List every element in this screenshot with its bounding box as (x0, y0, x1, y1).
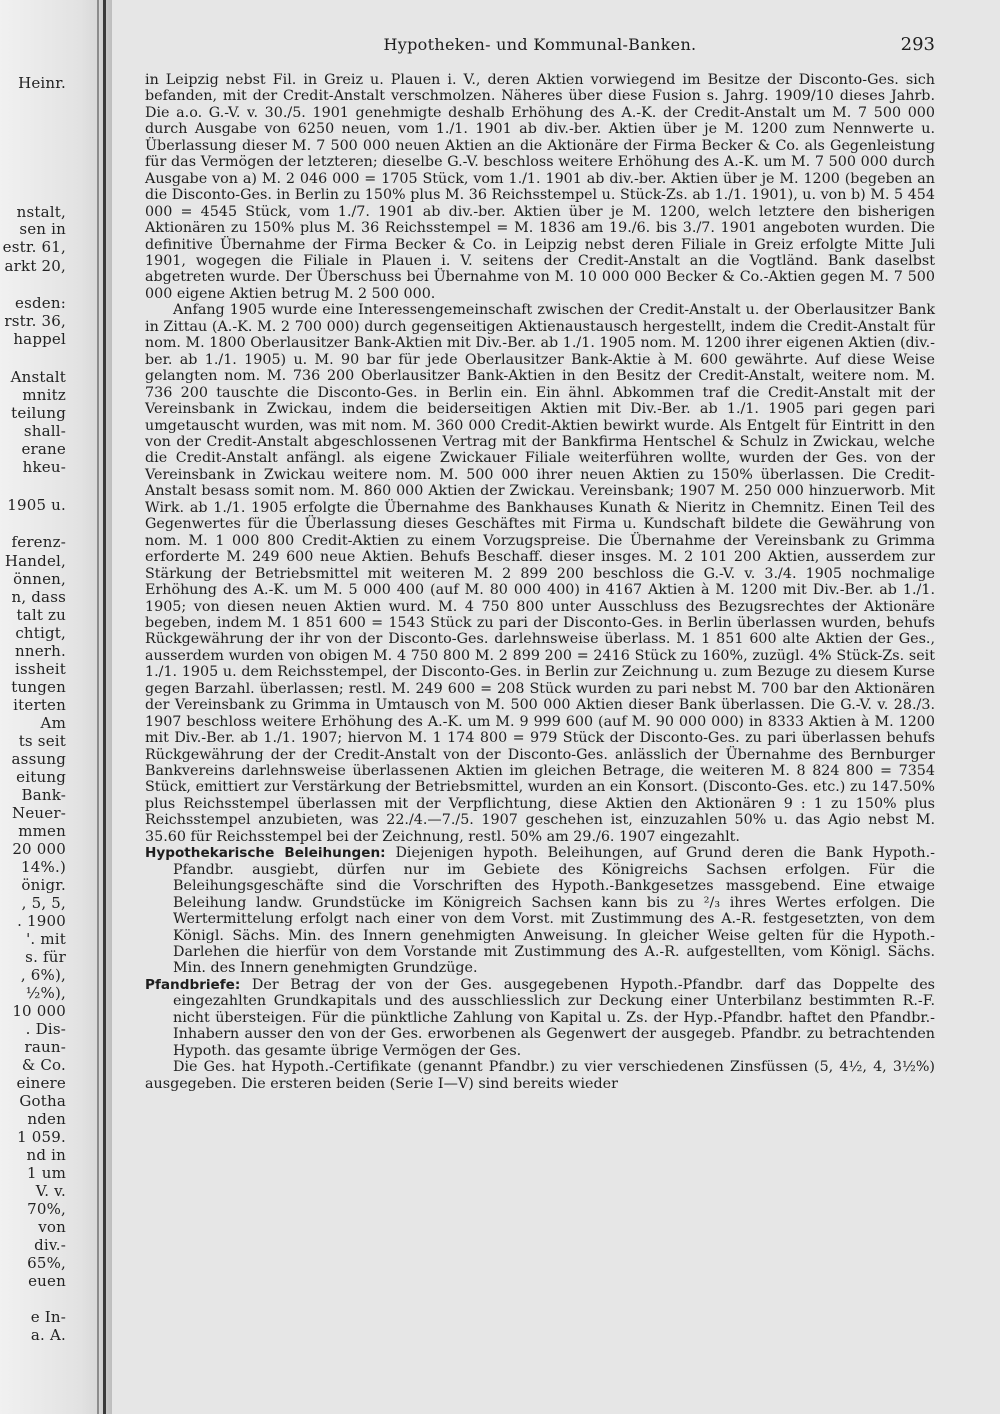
left-fragment: div.- (34, 1236, 66, 1254)
left-fragment: nstalt, (16, 203, 66, 221)
left-fragment: mmen (18, 822, 66, 840)
left-fragment: von (38, 1218, 66, 1236)
left-fragment: 1905 u. (7, 496, 66, 514)
left-fragment: Anstalt (10, 368, 66, 386)
left-fragment: Handel, (4, 552, 66, 570)
left-fragment: nd in (26, 1146, 66, 1164)
left-fragment: . 1900 (17, 912, 66, 930)
left-fragment: önnen, (13, 570, 66, 588)
left-fragment: happel (13, 330, 66, 348)
left-fragment: mnitz (22, 386, 66, 404)
left-fragment: Neuer- (12, 804, 66, 822)
section-text-hypothekarische-beleihungen: Diejenigen hypoth. Beleihungen, auf Grund deren die Bank Hypoth.-Pfandbr. ausgiebt, dürfen nur im Gebiete des Königreichs Sachsen erfolgen. Für die Beleihungsgeschäfte sind die Vorschriften des Hypoth.-Bankgesetzes massgebend. Eine etwaige Beleihung landw. Grundstücke im Königreich Sachsen kann bis zu ²/₃ ihres Wertes erfolgen. Die Wertermittelung erfolgt nach einer von dem Vorst. mit Zustimmung des A.-R. festgesetzten, von dem Königl. Sächs. Min. des Innern genehmigten Anweisung. In gleicher Weise gelten für die Hypoth.-Darlehen die hierfür von dem Vorstande mit Zustimmung des A.-R. aufgestellten, vom Königl. Sächs. Min. des Innern genehmigten Grundzüge. (173, 845, 936, 977)
left-fragment: n, dass (11, 588, 66, 606)
left-fragment: ferenz- (11, 533, 66, 551)
left-fragment: nnerh. (15, 642, 66, 660)
left-fragment: assung (11, 750, 66, 768)
left-fragment: e In- (30, 1308, 66, 1326)
left-fragment: 20 000 (12, 840, 66, 858)
left-fragment: önigr. (21, 876, 66, 894)
left-fragment: esden: (15, 294, 66, 312)
previous-page-column (0, 0, 96, 1414)
body-text (145, 72, 935, 1092)
left-fragment: erane (21, 440, 66, 458)
left-fragment: & Co. (21, 1056, 66, 1074)
left-fragment: ½%), (25, 984, 66, 1002)
left-fragment: hkeu- (22, 458, 66, 476)
left-fragment: einere (16, 1074, 66, 1092)
left-fragment: raun- (24, 1038, 66, 1056)
left-fragment: eitung (16, 768, 66, 786)
left-fragment: tungen (11, 678, 66, 696)
section-label-pfandbriefe: Pfandbriefe: (145, 976, 241, 993)
paragraph-certifikate: Die Ges. hat Hypoth.-Certifikate (genannt Pfandbr.) zu vier verschiedenen Zinsfüssen (5, 4½, 4, 3½%) ausgegeben. Die ersteren beiden (Serie I—V) sind bereits wieder (145, 1059, 935, 1092)
left-fragment: V. v. (35, 1182, 66, 1200)
left-fragment: sen in (19, 220, 66, 238)
left-fragment: 10 000 (12, 1002, 66, 1020)
left-fragment: 1 059. (17, 1128, 66, 1146)
left-fragment: s. für (25, 948, 66, 966)
left-fragment: 1 um (27, 1164, 66, 1182)
left-fragment: arkt 20, (4, 257, 66, 275)
page-number: 293 (900, 34, 935, 55)
left-fragment: shall- (23, 422, 66, 440)
left-fragment: issheit (15, 660, 66, 678)
left-fragment: 65%, (27, 1254, 66, 1272)
left-fragment: '. mit (26, 930, 66, 948)
left-fragment: talt zu (16, 606, 66, 624)
left-fragment: a. A. (30, 1326, 66, 1344)
left-fragment: , 5, 5, (21, 894, 66, 912)
left-fragment: , 6%), (20, 966, 66, 984)
left-fragment: 14%.) (21, 858, 66, 876)
running-title: Hypotheken- und Kommunal-Banken. (383, 35, 697, 54)
paragraph-interessengemeinschaft: Anfang 1905 wurde eine Interessengemeinschaft zwischen der Credit-Anstalt u. der Oberlausitzer Bank in Zittau (A.-K. M. 2 700 000) durch gegenseitigen Aktienaustausch hergestellt, indem die Credit-Anstalt für nom. M. 1800 Oberlausitzer Bank-Aktien mit Div.-Ber. ab 1./1. 1905 nom. M. 1200 ihrer eigenen Aktien (div.-ber. ab 1./1. 1905) u. M. 90 bar für jede Oberlausitzer Bank-Aktie à M. 600 gewährte. Auf diese Weise gelangten nom. M. 736 200 Oberlausitzer Bank-Aktien in den Besitz der Credit-Anstalt, weitere nom. M. 736 200 tauschte die Disconto-Ges. in Berlin ein. Ein ähnl. Abkommen traf die Credit-Anstalt mit der Vereinsbank in Zwickau, indem die beiderseitigen Aktien mit Div.-Ber. ab 1./1. 1905 pari gegen pari umgetauscht wurden, was mit nom. M. 360 000 Credit-Aktien bewirkt wurde. Als Entgelt für Eintritt in den von der Credit-Anstalt abgeschlossenen Vertrag mit der Bankfirma Hentschel & Schulz in Zwickau, welche die Credit-Anstalt anfängl. als eigene Zwickauer Filiale weiterführen wollte, wurden der Ges. von der Vereinsbank in Zwickau weitere nom. M. 500 000 ihrer neuen Aktien zu 150% überlassen. Die Credit-Anstalt besass somit nom. M. 860 000 Aktien der Zwickau. Vereinsbank; 1907 M. 250 000 hinzuerworb. Mit Wirk. ab 1./1. 1905 erfolgte die Übernahme des Bankhauses Kunath & Nieritz in Chemnitz. Einen Teil des Gegenwertes für die Überlassung dieses Geschäftes mit Firma u. Kundschaft bildete die Gewährung von nom. M. 1 000 800 Credit-Aktien zu einem Vorzugspreise. Die Übernahme der Vereinsbank zu Grimma erforderte M. 249 600 neue Aktien. Behufs Beschaff. dieser insges. M. 2 101 200 Aktien, ausserdem zur Stärkung der Betriebsmittel mit weiteren M. 2 899 200 beschloss die G.-V. v. 3./4. 1905 nochmalige Erhöhung des A.-K. um M. 5 000 400 (auf M. 80 000 400) in 4167 Aktien à M. 1200 mit Div.-Ber. ab 1./1. 1905; von diesen neuen Aktien wurd. M. 4 750 800 unter Ausschluss des Bezugsrechtes der Aktionäre begeben, indem M. 1 851 600 = 1543 Stück zu pari der Disconto-Ges. in Berlin überlassen wurden, behufs Rückgewährung der ihr von der Disconto-Ges. darlehnsweise überlass. M. 1 851 600 alte Aktien der Ges., ausserdem wurden von obigen M. 4 750 800 M. 2 899 200 = 2416 Stück zu 160%, zuzügl. 4% Stück-Zs. seit 1./1. 1905 u. dem Reichsstempel, der Disconto-Ges. in Berlin zur Zeichnung u. zum Bezuge zu diesem Kurse gegen Barzahl. überlassen; restl. M. 249 600 = 208 Stück wurden zu pari nebst M. 700 bar den Aktionären der Vereinsbank zu Grimma in Umtausch von M. 500 000 Aktien dieser Bank überlassen. Die G.-V. v. 28./3. 1907 beschloss weitere Erhöhung des A.-K. um M. 9 999 600 (auf M. 90 000 000) in 8333 Aktien à M. 1200 mit Div.-Ber. ab 1./1. 1907; hiervon M. 1 174 800 = 979 Stück der Disconto-Ges. zu pari überlassen behufs Rückgewährung der der Credit-Anstalt von der Disconto-Ges. anlässlich der Übernahme des Bernburger Bankvereins darlehnsweise überlassenen Aktien im gleichen Betrage, die weiteren M. 8 824 800 = 7354 Stück, emittiert zur Verstärkung der Betriebsmittel, wurden an ein Konsort. (Disconto-Ges. etc.) zu 147.50% plus Reichsstempel überlassen mit der Verpflichtung, diese Aktien den Aktionären 9 : 1 zu 150% plus Reichsstempel anzubieten, was 22./4.—7./5. 1907 geschehen ist, einzuzahlen 50% u. das Agio nebst M. 35.60 für Reichsstempel bei der Zeichnung, restl. 50% am 29./6. 1907 eingezahlt. (145, 302, 935, 845)
left-fragment: nden (27, 1110, 66, 1128)
left-fragment: rstr. 36, (4, 312, 66, 330)
section-hypothekarische-beleihungen (145, 845, 935, 977)
left-fragment: Heinr. (18, 74, 66, 92)
page-header (145, 34, 935, 58)
left-fragment: Am (40, 714, 66, 732)
left-fragment: estr. 61, (2, 238, 66, 256)
left-fragment: chtigt, (15, 624, 66, 642)
left-fragment: ts seit (18, 732, 66, 750)
section-label-hypothekarische-beleihungen: Hypothekarische Beleihungen: (145, 845, 386, 862)
left-fragment: Gotha (19, 1092, 66, 1110)
section-text-pfandbriefe: Der Betrag der von der Ges. ausgegebenen Hypoth.-Pfandbr. darf das Doppelte des eingezahlten Grundkapitals und des ausschliesslich zur Deckung einer Unterbilanz bestimmten R.-F. nicht übersteigen. Für die pünktliche Zahlung von Kapital u. Zs. der Hyp.-Pfandbr. haftet den Pfandbr.-Inhabern ausser den von der Ges. erworbenen als Gegenwert der ausgegeb. Pfandbr. zu betrachtenden Hypoth. das gesamte übrige Vermögen der Ges. (173, 976, 936, 1059)
left-fragment: . Dis- (25, 1020, 66, 1038)
section-pfandbriefe (145, 977, 935, 1059)
left-fragment: iterten (13, 696, 66, 714)
paragraph-fusion: in Leipzig nebst Fil. in Greiz u. Plauen i. V., deren Aktien vorwiegend im Besitze der Disconto-Ges. sich befanden, mit der Credit-Anstalt verschmolzen. Näheres über diese Fusion s. Jahrg. 1909/10 dieses Jahrb. Die a.o. G.-V. v. 30./5. 1901 genehmigte deshalb Erhöhung des A.-K. der Credit-Anstalt um M. 7 500 000 durch Ausgabe von 6250 neuen, vom 1./1. 1901 ab div.-ber. Aktien über je M. 1200 zum Nennwerte u. Überlassung dieser M. 7 500 000 neuen Aktien an die Aktionäre der Firma Becker & Co. als Gegenleistung für das Vermögen der letzteren; dieselbe G.-V. beschloss weitere Erhöhung des A.-K. um M. 7 500 000 durch Ausgabe von a) M. 2 046 000 = 1705 Stück, vom 1./1. 1901 ab div.-ber. Aktien über je M. 1200 (begeben an die Disconto-Ges. in Berlin zu 150% plus M. 36 Reichsstempel u. Stück-Zs. ab 1./1. 1901), u. von b) M. 5 454 000 = 4545 Stück, vom 1./7. 1901 ab div.-ber. Aktien über je M. 1200, welch letztere den bisherigen Aktionären zu 150% plus M. 36 Reichsstempel = M. 1836 am 19./6. bis 3./7. 1901 angeboten wurden. Die definitive Übernahme der Firma Becker & Co. in Leipzig nebst deren Filiale in Greiz erfolgte Mitte Juli 1901, wogegen die Filiale in Plauen i. V. seitens der Credit-Anstalt an die Vogtländ. Bank daselbst abgetreten wurde. Der Überschuss bei Übernahme von M. 10 000 000 Becker & Co.-Aktien gegen M. 7 500 000 eigene Aktien betrug M. 2 500 000. (145, 72, 935, 302)
left-fragment: euen (28, 1272, 66, 1290)
left-fragment: teilung (11, 404, 66, 422)
left-fragment: Bank- (21, 786, 66, 804)
page-fold (103, 0, 106, 1414)
left-fragment: 70%, (27, 1200, 66, 1218)
page-fold-shadow (97, 0, 99, 1414)
